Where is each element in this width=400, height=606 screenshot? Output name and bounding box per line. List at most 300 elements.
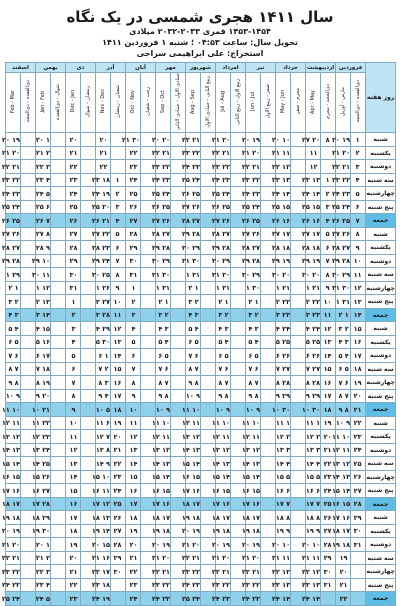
secondary-date-cell: ۱۷ ۲۷ — [306, 227, 321, 241]
persian-day-cell — [51, 133, 66, 147]
persian-day-cell — [351, 578, 366, 592]
secondary-date-cell: ۱۸ — [126, 511, 141, 525]
secondary-date-cell: ۸ ۹ — [216, 389, 231, 403]
persian-day-cell — [231, 362, 246, 376]
calendar-row — [6, 578, 396, 592]
persian-day-cell — [51, 389, 66, 403]
secondary-date-cell: ۲۶ ۲۷ — [6, 227, 21, 241]
secondary-date-cell: ۱ ۲ — [246, 295, 261, 309]
persian-day-cell — [111, 160, 126, 174]
secondary-date-cell: ۲۴ — [126, 173, 141, 187]
secondary-date-cell: ۲۲ ۲۳ — [6, 173, 21, 187]
secondary-date-cell: ۸ ۹ — [336, 403, 351, 417]
secondary-date-cell: ۱۵ ۱۶ — [216, 484, 231, 498]
secondary-date-cell: ۱۳ — [126, 443, 141, 457]
persian-day-cell — [81, 146, 96, 160]
persian-day-cell — [81, 362, 96, 376]
month-subheader — [81, 73, 96, 133]
secondary-date-cell: ۴ ۵ — [216, 335, 231, 349]
secondary-date-cell: ۱۷ ۱۸ — [6, 497, 21, 511]
secondary-date-cell: ۱۴ ۱۵ — [246, 470, 261, 484]
secondary-date-cell: ۱۵ ۱۶ — [156, 484, 171, 498]
persian-day-cell: ۳ — [111, 200, 126, 214]
secondary-date-cell: ۱۱ ۱۲ — [336, 443, 351, 457]
persian-day-cell — [81, 389, 96, 403]
secondary-date-cell: ۲۰ — [66, 133, 81, 147]
secondary-date-cell: ۲۱ ۲۶ — [96, 214, 111, 228]
persian-day-cell: ۶ — [351, 200, 366, 214]
header-line-1: ۱۴۵۳-۱۴۵۴ قمری ۲۰۳۳-۲۰۳۲ میلادی — [129, 27, 271, 36]
persian-day-cell: ۱۹ — [321, 416, 336, 430]
secondary-date-cell: ۵ ۶ — [156, 349, 171, 363]
weekday-label: سه شنبه — [366, 457, 396, 471]
secondary-date-cell: ۲ ۳ — [186, 295, 201, 309]
secondary-date-cell: ۲ ۳ — [246, 308, 261, 322]
secondary-date-cell: ۴ ۵ — [246, 335, 261, 349]
secondary-date-cell: ۱۶ ۱۷ — [156, 497, 171, 511]
secondary-date-cell: ۱۸ — [66, 524, 81, 538]
secondary-date-cell: ۱۴ ۲۴ — [276, 187, 291, 201]
secondary-date-cell: ۱۵ ۲۵ — [276, 200, 291, 214]
persian-day-cell: ۲۱ — [321, 443, 336, 457]
weekday-label: سه شنبه — [366, 551, 396, 565]
secondary-date-cell: ۲۱ ۱ — [306, 281, 321, 295]
persian-day-cell — [231, 335, 246, 349]
weekday-label: پنج شنبه — [366, 389, 396, 403]
secondary-date-cell: ۳ ۴ — [156, 322, 171, 336]
persian-day-cell — [291, 281, 306, 295]
month-subheader — [186, 73, 201, 133]
secondary-date-cell: ۱۹ ۲۰ — [246, 133, 261, 147]
persian-day-cell — [261, 335, 276, 349]
weekday-label: جمعه — [366, 214, 396, 228]
persian-day-cell: ۱۶ — [111, 376, 126, 390]
secondary-date-cell: ۲۰ ۲۱ — [186, 538, 201, 552]
secondary-date-cell: ۳۰ ۳۱ — [216, 268, 231, 282]
persian-day-cell — [231, 322, 246, 336]
persian-day-cell: ۲۶ — [351, 470, 366, 484]
persian-day-cell: ۱۹ — [351, 376, 366, 390]
secondary-date-cell: ۳ ۸ — [96, 376, 111, 390]
secondary-date-cell: ۲۰ ۲۱ — [156, 551, 171, 565]
secondary-date-cell: ۱۹ ۲۰ — [336, 133, 351, 147]
secondary-date-cell: ۲۸ ۳ — [96, 308, 111, 322]
persian-day-cell: ۲۲ — [351, 416, 366, 430]
secondary-date-cell: ۳۰ ۳۱ — [156, 268, 171, 282]
secondary-date-cell: ۲۳ — [66, 592, 81, 606]
secondary-date-cell: ۱۵ ۱۶ — [246, 484, 261, 498]
secondary-date-cell: ۳۰ — [126, 254, 141, 268]
secondary-date-cell: ۱۲ — [126, 430, 141, 444]
secondary-date-cell: ۲ ۳ — [156, 308, 171, 322]
secondary-date-cell: ۱۲ ۱۳ — [216, 443, 231, 457]
secondary-date-cell: ۵ ۶ — [246, 349, 261, 363]
calendar-row — [6, 565, 396, 579]
persian-day-cell: ۲۹ — [351, 511, 366, 525]
calendar-row — [6, 376, 396, 390]
persian-day-cell — [51, 146, 66, 160]
month-subheader — [6, 73, 21, 133]
persian-day-cell: ۲۸ — [321, 538, 336, 552]
secondary-date-cell: ۱۵ ۴ — [36, 322, 51, 336]
secondary-date-cell: ۹ ۱۰ — [246, 403, 261, 417]
secondary-date-cell: ۳۱ — [66, 281, 81, 295]
weekday-label: دوشنبه — [366, 443, 396, 457]
secondary-date-cell: ۱ ۲ — [216, 295, 231, 309]
persian-day-cell: ۲۴ — [351, 443, 366, 457]
persian-day-cell: ۱۰ — [351, 254, 366, 268]
persian-day-cell — [231, 308, 246, 322]
secondary-date-cell: ۷ — [66, 376, 81, 390]
secondary-date-cell: ۱۴ ۱۵ — [156, 470, 171, 484]
secondary-date-cell: ۲۶ ۲۷ — [336, 227, 351, 241]
persian-day-cell — [81, 376, 96, 390]
persian-day-cell: ۷ — [111, 254, 126, 268]
secondary-date-cell: ۱۴ ۲۴ — [276, 592, 291, 606]
persian-day-cell — [21, 281, 36, 295]
persian-day-cell — [51, 227, 66, 241]
secondary-date-cell: ۲۹ ۹ — [306, 389, 321, 403]
persian-day-cell — [21, 241, 36, 255]
secondary-date-cell: ۳۰ ۱۹ — [36, 524, 51, 538]
calendar-row — [6, 403, 396, 417]
persian-day-cell: ۸ — [351, 227, 366, 241]
persian-day-cell: ۲۰ — [111, 430, 126, 444]
persian-day-cell: ۴ — [351, 173, 366, 187]
secondary-date-cell: ۱۳ ۱۴ — [216, 457, 231, 471]
calendar-row — [6, 592, 396, 606]
secondary-date-cell: ۸ ۱۸ — [276, 511, 291, 525]
month-subheader-label: ذی‌الحجه - محرم — [325, 84, 332, 120]
persian-day-cell — [291, 146, 306, 160]
secondary-date-cell: ۲۳ ۲۴ — [6, 578, 21, 592]
persian-day-cell: ۸ — [321, 133, 336, 147]
month-subheader-label: May - Jun — [280, 90, 287, 114]
secondary-date-cell: ۲۷ ۲۸ — [216, 227, 231, 241]
secondary-date-cell: ۲۷ ۲۸ — [6, 241, 21, 255]
secondary-date-cell: ۲۹ — [126, 241, 141, 255]
calendar-header — [0, 0, 400, 62]
persian-day-cell — [51, 497, 66, 511]
secondary-date-cell: ۳۰ ۱۰ — [306, 403, 321, 417]
secondary-date-cell: ۱ ۲ — [156, 295, 171, 309]
persian-day-cell — [21, 200, 36, 214]
month-subheader — [291, 73, 306, 133]
secondary-date-cell: ۴ ۲۳ — [36, 173, 51, 187]
secondary-date-cell: ۲ ۳ — [6, 295, 21, 309]
secondary-date-cell: ۶ ۷ — [336, 376, 351, 390]
secondary-date-cell: ۲ ۲۱ — [36, 551, 51, 565]
secondary-date-cell: ۸ — [66, 389, 81, 403]
secondary-date-cell: ۲۷ ۷ — [306, 362, 321, 376]
secondary-date-cell: ۲۸ ۸ — [276, 376, 291, 390]
month-subheader — [96, 73, 111, 133]
persian-day-cell — [81, 322, 96, 336]
secondary-date-cell: ۲۵ ۱۴ — [36, 457, 51, 471]
secondary-date-cell: ۲۳ ۲۴ — [246, 592, 261, 606]
secondary-date-cell: ۱ — [126, 281, 141, 295]
secondary-date-cell: ۲۲ ۲۳ — [216, 578, 231, 592]
persian-day-cell — [291, 430, 306, 444]
secondary-date-cell: ۱۴ ۲۴ — [306, 187, 321, 201]
secondary-date-cell: ۲۰ ۲۰ — [156, 133, 171, 147]
secondary-date-cell: ۲۲ ۲۳ — [186, 146, 201, 160]
secondary-date-cell: ۱۳ ۲۳ — [276, 173, 291, 187]
secondary-date-cell: ۳ — [126, 308, 141, 322]
secondary-date-cell: ۳ ۲۲ — [36, 565, 51, 579]
persian-day-cell — [81, 281, 96, 295]
persian-day-cell — [201, 322, 216, 336]
persian-day-cell — [81, 133, 96, 147]
secondary-date-cell: ۳ ۴ — [6, 308, 21, 322]
persian-day-cell — [351, 565, 366, 579]
secondary-date-cell: ۱۱ ۲۱ — [276, 146, 291, 160]
secondary-date-cell: ۲۷ ۱۶ — [36, 484, 51, 498]
persian-day-cell — [261, 308, 276, 322]
secondary-date-cell: ۲۰ ۳۰ — [306, 268, 321, 282]
calendar-row — [6, 295, 396, 309]
secondary-date-cell: ۱۴ ۱۵ — [6, 457, 21, 471]
secondary-date-cell: ۲۱ ۲۲ — [186, 133, 201, 147]
secondary-date-cell: ۲۰ ۲۱ — [246, 551, 261, 565]
persian-day-cell: ۱۷ — [321, 389, 336, 403]
secondary-date-cell: ۵ ۱۵ — [306, 470, 321, 484]
calendar-row — [6, 133, 396, 147]
month-subheader-label: Aug - Sep — [190, 89, 196, 114]
secondary-date-cell: ۱۷ ۱۸ — [336, 524, 351, 538]
secondary-date-cell: ۳۰ ۵ — [96, 335, 111, 349]
persian-day-cell — [51, 511, 66, 525]
persian-day-cell — [141, 376, 156, 390]
secondary-date-cell: ۵ ۶ — [6, 335, 21, 349]
secondary-date-cell: ۱۲ ۱۳ — [246, 443, 261, 457]
secondary-date-cell: ۳ ۴ — [336, 335, 351, 349]
weekday-label: پنج شنبه — [366, 578, 396, 592]
secondary-date-cell: ۳ — [66, 322, 81, 336]
persian-day-cell: ۴ — [111, 214, 126, 228]
persian-day-cell: ۳۰ — [111, 565, 126, 579]
secondary-date-cell: ۲۲ ۲۳ — [336, 173, 351, 187]
calendar-row — [6, 538, 396, 552]
secondary-date-cell: ۱۳ ۲۳ — [276, 578, 291, 592]
persian-day-cell — [81, 416, 96, 430]
secondary-date-cell: ۱۸ ۷ — [36, 362, 51, 376]
secondary-date-cell: ۲۱ ۲۲ — [6, 160, 21, 174]
persian-day-cell: ۲۲ — [321, 457, 336, 471]
secondary-date-cell: ۲۴ ۲۵ — [6, 592, 21, 606]
secondary-date-cell: ۲۴ ۲۹ — [96, 254, 111, 268]
month-subheader-label: ذی‌القعده - ذی‌الحجه — [355, 80, 362, 123]
secondary-date-cell: ۲۵ — [66, 200, 81, 214]
secondary-date-cell: ۲۷ ۲۸ — [186, 214, 201, 228]
month-subheader — [246, 73, 261, 133]
persian-day-cell — [171, 376, 186, 390]
persian-day-cell — [21, 187, 36, 201]
persian-day-cell: ۲ — [351, 146, 366, 160]
secondary-date-cell: ۱ — [66, 295, 81, 309]
secondary-date-cell: ۲۳ ۲۴ — [186, 160, 201, 174]
month-subheader — [261, 73, 276, 133]
persian-day-cell — [51, 470, 66, 484]
month-subheader — [126, 73, 141, 133]
secondary-date-cell: ۴ — [66, 335, 81, 349]
secondary-date-cell: ۲۹ ۳۰ — [186, 241, 201, 255]
secondary-date-cell: ۲۱ — [126, 551, 141, 565]
secondary-date-cell: ۲۴ ۲۵ — [6, 200, 21, 214]
persian-day-cell — [51, 281, 66, 295]
secondary-date-cell: ۹ ۱۹ — [276, 524, 291, 538]
secondary-date-cell: ۸ ۹ — [6, 376, 21, 390]
persian-day-cell — [21, 227, 36, 241]
secondary-date-cell: ۲ ۱۲ — [276, 430, 291, 444]
persian-day-cell — [21, 551, 36, 565]
persian-day-cell: ۷ — [351, 214, 366, 228]
calendar-row — [6, 457, 396, 471]
secondary-date-cell: ۲۲ — [66, 160, 81, 174]
month-subheader-label: رمضان - شوال — [85, 85, 91, 118]
secondary-date-cell: ۳۰ ۳۱ — [186, 254, 201, 268]
month-subheader — [171, 73, 186, 133]
persian-day-cell — [51, 592, 66, 606]
secondary-date-cell: ۱۶ ۱۷ — [246, 497, 261, 511]
secondary-date-cell: ۲۰ ۲۱ — [6, 538, 21, 552]
month-header: شهریور — [186, 63, 216, 73]
secondary-date-cell: ۲۹ ۹ — [276, 389, 291, 403]
secondary-date-cell: ۲۰ ۲۱ — [336, 146, 351, 160]
secondary-date-cell: ۱۳ ۱۸ — [96, 511, 111, 525]
secondary-date-cell: ۳ ۲۲ — [36, 160, 51, 174]
secondary-date-cell: ۱۷ ۶ — [36, 349, 51, 363]
persian-day-cell: ۶ — [321, 241, 336, 255]
month-subheader-label: Sep - Oct — [160, 90, 166, 114]
secondary-date-cell: ۳ ۱۳ — [306, 443, 321, 457]
secondary-date-cell: ۲۴ ۲۵ — [216, 187, 231, 201]
secondary-date-cell: ۱ ۶ — [96, 349, 111, 363]
secondary-date-cell: ۱۱ ۲۱ — [276, 551, 291, 565]
weekday-label: سه شنبه — [366, 173, 396, 187]
calendar-row — [6, 281, 396, 295]
secondary-date-cell: ۲۱ — [336, 578, 351, 592]
secondary-date-cell: ۲۸ ۲۹ — [156, 241, 171, 255]
secondary-date-cell: ۲۸ ۲۹ — [336, 254, 351, 268]
secondary-date-cell: ۹ — [66, 403, 81, 417]
secondary-date-cell: ۶ ۷ — [186, 349, 201, 363]
persian-day-cell: ۲۱ — [351, 403, 366, 417]
persian-day-cell: ۲۵ — [111, 497, 126, 511]
secondary-date-cell: ۱۸ ۱۹ — [216, 524, 231, 538]
persian-day-cell: ۲۱ — [111, 443, 126, 457]
persian-day-cell: ۶ — [111, 241, 126, 255]
persian-day-cell — [201, 389, 216, 403]
secondary-date-cell: ۱۰ ۱۱ — [186, 403, 201, 417]
persian-day-cell — [51, 524, 66, 538]
persian-day-cell — [21, 362, 36, 376]
month-subheader — [216, 73, 231, 133]
weekday-label: سه شنبه — [366, 268, 396, 282]
month-header-row — [6, 63, 396, 73]
persian-day-cell — [141, 322, 156, 336]
month-header: فروردین — [336, 63, 366, 73]
secondary-date-cell: ۶ ۷ — [216, 362, 231, 376]
persian-day-cell — [51, 484, 66, 498]
persian-day-cell — [231, 403, 246, 417]
secondary-date-cell: ۲ ۳ — [216, 308, 231, 322]
secondary-date-cell: ۱۰ — [66, 416, 81, 430]
secondary-date-cell: ۲۴ ۲۵ — [246, 200, 261, 214]
weekday-label: دوشنبه — [366, 349, 396, 363]
persian-day-cell: ۱۳ — [321, 335, 336, 349]
weekday-label: چهارشنبه — [366, 281, 396, 295]
secondary-date-cell: ۷ ۸ — [186, 362, 201, 376]
secondary-date-cell: ۹ ۱۰ — [336, 416, 351, 430]
secondary-date-cell: ۲۶ ۱ — [96, 281, 111, 295]
secondary-date-cell: ۲۴ ۲۵ — [336, 200, 351, 214]
secondary-date-cell: ۳ ۴ — [216, 322, 231, 336]
secondary-date-cell: ۱۶ ۱۷ — [186, 484, 201, 498]
persian-day-cell: ۳۱ — [351, 538, 366, 552]
secondary-date-cell: ۳۱ ۱ — [216, 281, 231, 295]
secondary-date-cell: ۲۴ ۱۳ — [36, 443, 51, 457]
persian-day-cell — [51, 578, 66, 592]
secondary-date-cell: ۱۴ ۱۹ — [96, 524, 111, 538]
secondary-date-cell: ۹ ۲۸ — [36, 241, 51, 255]
persian-day-cell — [321, 592, 336, 606]
secondary-date-cell: ۲۵ ۲۶ — [6, 214, 21, 228]
weekday-label: سه شنبه — [366, 362, 396, 376]
persian-day-cell — [51, 241, 66, 255]
persian-day-cell: ۱۲ — [351, 281, 366, 295]
persian-day-cell — [291, 335, 306, 349]
persian-day-cell: ۸ — [321, 268, 336, 282]
calendar-row — [6, 524, 396, 538]
secondary-date-cell: ۹ ۱۹ — [306, 524, 321, 538]
secondary-date-cell: ۲۲ — [126, 146, 141, 160]
secondary-date-cell: ۱۹ ۲۰ — [156, 538, 171, 552]
secondary-date-cell: ۷ ۱۷ — [306, 497, 321, 511]
secondary-date-cell: ۸ ۹ — [186, 376, 201, 390]
secondary-date-cell: ۱۰ ۱۱ — [336, 430, 351, 444]
persian-day-cell — [21, 308, 36, 322]
persian-day-cell: ۱۸ — [111, 403, 126, 417]
secondary-date-cell: ۲۲ ۲ — [306, 295, 321, 309]
secondary-date-cell: ۵ ۲۴ — [36, 592, 51, 606]
persian-day-cell — [81, 160, 96, 174]
persian-day-cell — [51, 362, 66, 376]
persian-day-cell: ۱۶ — [351, 335, 366, 349]
secondary-date-cell: ۱۸ ۲۸ — [306, 241, 321, 255]
persian-day-cell — [51, 322, 66, 336]
secondary-date-cell: ۱۹ — [336, 551, 351, 565]
secondary-date-cell: ۱۸ ۱۹ — [246, 524, 261, 538]
secondary-date-cell: ۱۶ — [126, 484, 141, 498]
persian-day-cell — [291, 349, 306, 363]
secondary-date-cell: ۱۸ ۱۹ — [156, 524, 171, 538]
secondary-date-cell: ۶ ۷ — [6, 349, 21, 363]
secondary-date-cell: ۵ — [126, 335, 141, 349]
secondary-date-cell: ۲۴ ۴ — [306, 322, 321, 336]
persian-day-cell — [171, 349, 186, 363]
persian-day-cell — [81, 295, 96, 309]
secondary-date-cell: ۱۸ ۲۸ — [276, 241, 291, 255]
secondary-date-cell: ۸ — [126, 376, 141, 390]
persian-day-cell: ۳ — [351, 160, 366, 174]
secondary-date-cell: ۱۵ ۲۵ — [306, 200, 321, 214]
secondary-date-cell: ۲۳ ۲۴ — [336, 187, 351, 201]
persian-day-cell: ۲۰ — [321, 430, 336, 444]
secondary-date-cell: ۱۵ ۱۶ — [186, 470, 201, 484]
secondary-date-cell: ۲۴ ۲۵ — [186, 173, 201, 187]
persian-day-cell: ۹ — [111, 281, 126, 295]
